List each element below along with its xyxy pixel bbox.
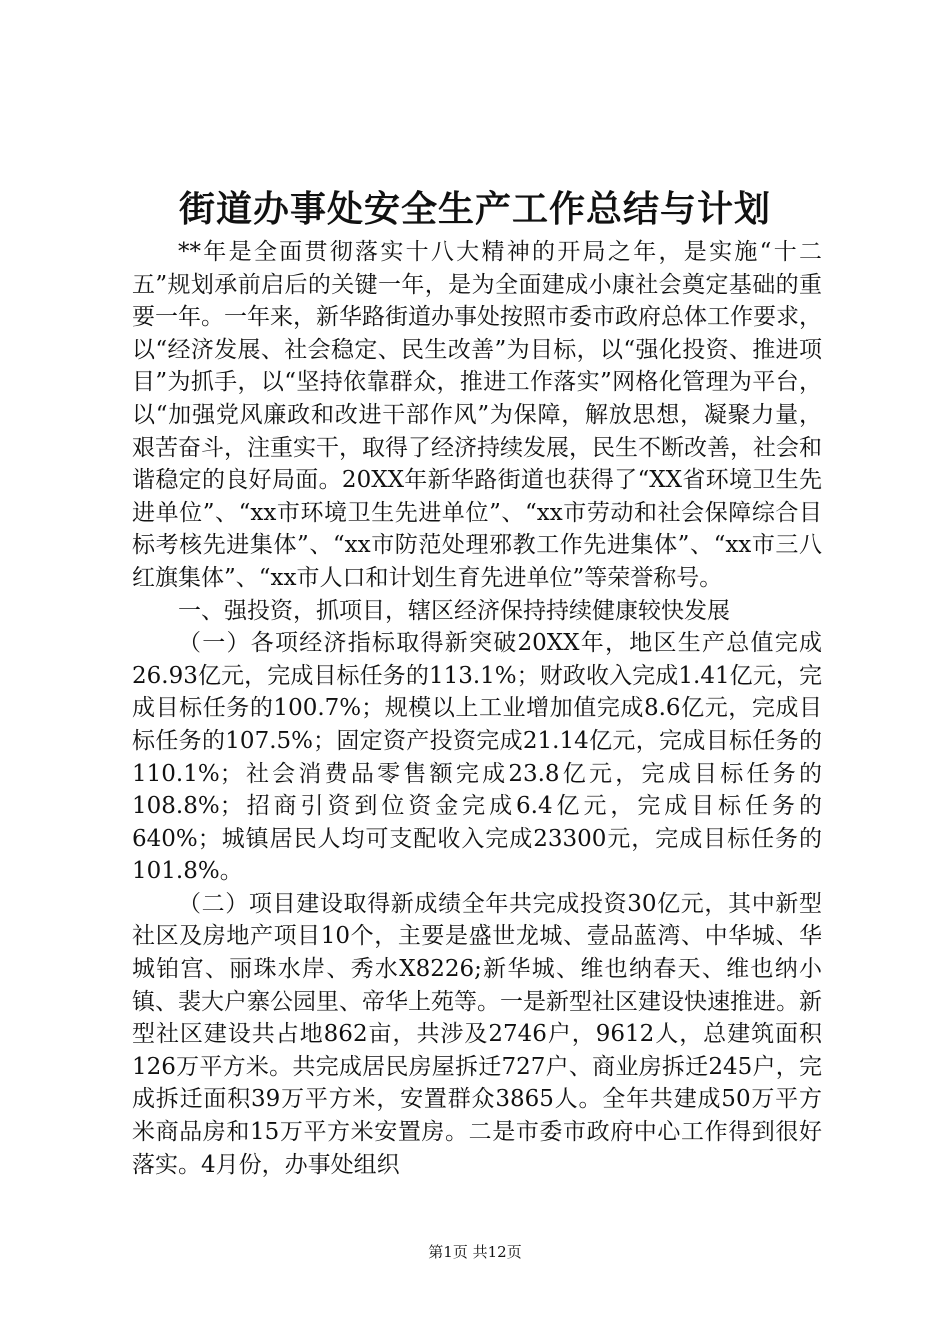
- paragraph-economic-indicators: （一）各项经济指标取得新突破20XX年，地区生产总值完成26.93亿元，完成目标任务的113.1%；财政收入完成1.41亿元，完成目标任务的100.7%；规模以上工业增加值完成8.6亿元，完成目标任务的107.5%；固定资产投资完成21.14亿元，完成目标任务的110.1%；社会消费品零售额完成23.8亿元，完成目标任务的108.8%；招商引资到位资金完成6.4亿元，完成目标任务的640%；城镇居民人均可支配收入完成23300元，完成目标任务的101.8%。: [132, 630, 822, 885]
- page-footer: 第1页 共12页: [428, 1243, 522, 1261]
- paragraph-intro: **年是全面贯彻落实十八大精神的开局之年，是实施“十二五”规划承前启后的关键一年，是为全面建成小康社会奠定基础的重要一年。一年来，新华路街道办事处按照市委市政府总体工作要求，以“经济发展、社会稳定、民生改善”为目标，以“强化投资、推进项目”为抓手，以“坚持依靠群众，推进工作落实”网格化管理为平台，以“加强党风廉政和改进干部作风”为保障，解放思想，凝聚力量，艰苦奋斗，注重实干，取得了经济持续发展，民生不断改善，社会和谐稳定的良好局面。20XX年新华路街道也获得了“XX省环境卫生先进单位”、“xx市环境卫生先进单位”、“xx市劳动和社会保障综合目标考核先进集体”、“xx市防范处理邪教工作先进集体”、“xx市三八红旗集体”、“xx市人口和计划生育先进单位”等荣誉称号。: [132, 239, 822, 591]
- section-heading-1: 一、强投资，抓项目，辖区经济保持持续健康较快发展: [178, 597, 730, 624]
- document-title: 街道办事处安全生产工作总结与计划: [178, 188, 771, 230]
- paragraph-project-construction: （二）项目建设取得新成绩全年共完成投资30亿元，其中新型社区及房地产项目10个，主要是盛世龙城、壹品蓝湾、中华城、华城铂宫、丽珠水岸、秀水X8226;新华城、维也纳春天、维也纳小镇、裴大户寨公园里、帝华上苑等。一是新型社区建设快速推进。新型社区建设共占地862亩，共涉及2746户，9612人，总建筑面积126万平方米。共完成居民房屋拆迁727户、商业房拆迁245户，完成拆迁面积39万平方米，安置群众3865人。全年共建成50万平方米商品房和15万平方米安置房。二是市委市政府中心工作得到很好落实。4月份，办事处组织: [132, 890, 822, 1178]
- document-body: [132, 236, 822, 1181]
